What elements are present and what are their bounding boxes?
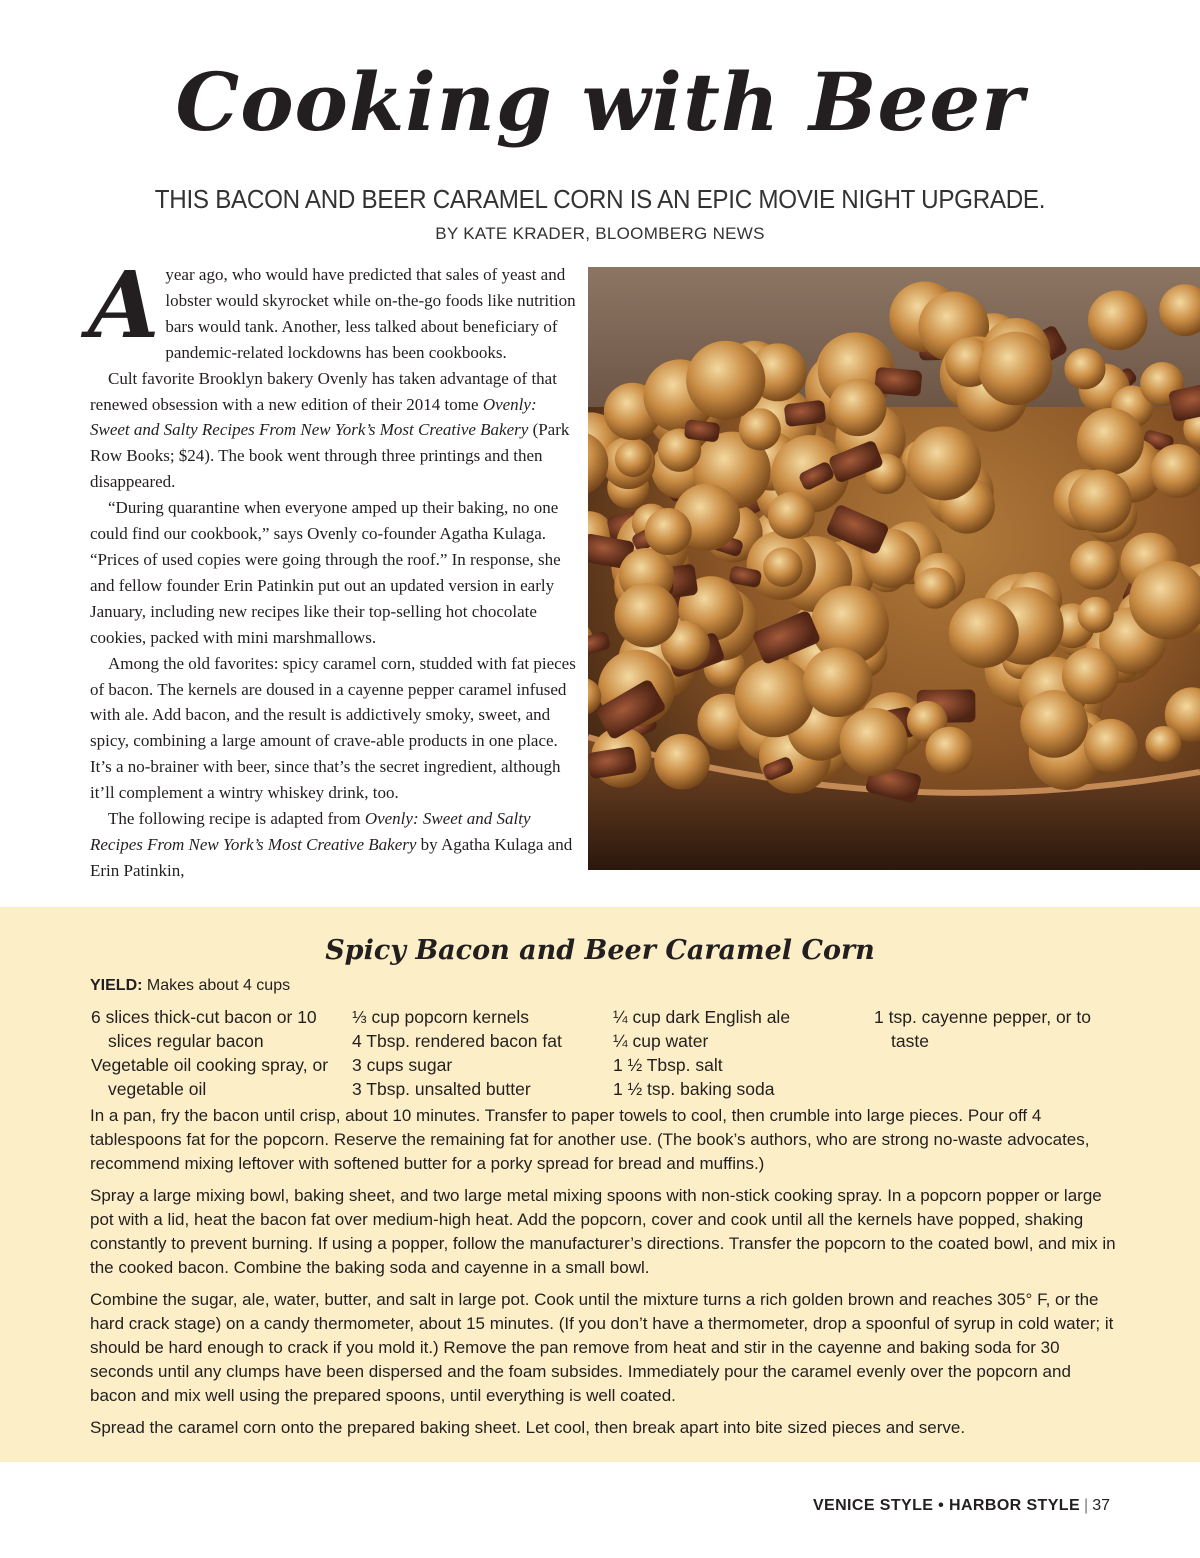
popcorn-kernel (840, 708, 908, 776)
ingredient-column (352, 1005, 602, 1101)
recipe-box (0, 907, 1200, 1462)
popcorn-kernel (829, 379, 887, 437)
popcorn-kernel (949, 598, 1019, 668)
popcorn-kernel (1151, 444, 1200, 498)
article-paragraph: The following recipe is adapted from Ovenly: Sweet and Salty Recipes From New York’s Most Creative Bakery by Agatha Kulaga and Erin Patinkin, (90, 809, 573, 880)
article-subtitle: THIS BACON AND BEER CARAMEL CORN IS AN EPIC MOVIE NIGHT UPGRADE. (154, 184, 1046, 214)
ingredient-item: 3 Tbsp. unsalted butter (352, 1079, 531, 1099)
page-number: 37 (1092, 1497, 1110, 1514)
ingredient-item: 1 tsp. cayenne pepper, or to taste (874, 1007, 1091, 1051)
ingredient-item: 3 cups sugar (352, 1055, 453, 1075)
ingredient-item: 6 slices thick-cut bacon or 10 slices regular bacon (91, 1007, 317, 1051)
ingredient-item: ¼ cup water (613, 1031, 709, 1051)
popcorn-kernel (1070, 541, 1119, 590)
byline: BY KATE KRADER, BLOOMBERG NEWS (435, 224, 765, 243)
ingredient-item: 4 Tbsp. rendered bacon fat (352, 1031, 562, 1051)
popcorn-kernel (914, 567, 955, 608)
recipe-title: Spicy Bacon and Beer Caramel Corn (325, 935, 875, 966)
popcorn-kernel (1145, 726, 1181, 762)
popcorn-kernel (1159, 284, 1200, 336)
page-title: Cooking with Beer (175, 55, 1025, 149)
footer-separator: | (1084, 1497, 1089, 1514)
recipe-yield: YIELD: Makes about 4 cups (90, 977, 291, 994)
ingredient-column (91, 1005, 341, 1101)
popcorn-kernel (739, 408, 781, 450)
drop-cap: A (88, 251, 160, 359)
popcorn-kernel (979, 332, 1053, 406)
book-title: Ovenly: Sweet and Salty Recipes From New York’s Most Creative Bakery (90, 809, 531, 854)
recipe-step: Spray a large mixing bowl, baking sheet, and two large metal mixing spoons with non-stick cooking spray. In a popcorn popper or large pot with a lid, heat the bacon fat over medium-high heat. Add the popcorn, cover and cook until all the kernels have popped, shaking constantly to prevent burning. If using a popper, follow the manufacturer’s directions. Transfer the popcorn to the coated bowl, and mix in the cooked bacon. Combine the baking soda and cayenne in a small bowl. (90, 1186, 1116, 1277)
book-title: Ovenly: Sweet and Salty Recipes From New York’s Most Creative Bakery (90, 394, 537, 440)
popcorn-kernel (735, 658, 814, 737)
popcorn-kernel (1077, 408, 1144, 475)
ingredient-item: 1 ½ Tbsp. salt (613, 1055, 723, 1075)
caramel-corn-photo (588, 267, 1200, 870)
popcorn-kernel (907, 426, 981, 500)
popcorn-kernel (1088, 291, 1148, 351)
article-paragraph: Ayear ago, who would have predicted that sales of yeast and lobster would skyrocket while on-the-go foods like nutrition bars would tank. Another, less talked about beneficiary of pandemic-related lockdowns has been cookbooks. (88, 251, 576, 362)
popcorn-kernel (925, 727, 973, 775)
recipe-step: Combine the sugar, ale, water, butter, and salt in large pot. Cook until the mixture turns a rich golden brown and reaches 305° F, or the hard crack stage) on a candy thermometer, about 15 minutes. (If you don’t have a thermometer, drop a spoonful of syrup in cold water; it should be hard enough to crack if you mold it.) Remove the pan remove from heat and stir in the cayenne and baking soda for 30 seconds until any clumps have been dispersed and the foam subsides. Immediately pour the caramel evenly over the popcorn and bacon and mix well using the prepared spoons, until everything is well coated. (90, 1290, 1114, 1405)
ingredient-item: 1 ½ tsp. baking soda (613, 1079, 775, 1099)
popcorn-kernel (645, 508, 692, 555)
popcorn-kernel (615, 441, 652, 478)
popcorn-kernel (654, 734, 710, 790)
page-footer (813, 1497, 1110, 1515)
ingredient-column (613, 1005, 863, 1101)
popcorn-kernel (803, 647, 873, 717)
popcorn-kernel (1068, 469, 1131, 532)
ingredient-item: ⅓ cup popcorn kernels (352, 1007, 530, 1027)
popcorn-kernel (1062, 648, 1119, 705)
recipe-steps (90, 1104, 1120, 1448)
popcorn-kernel (686, 341, 765, 420)
popcorn-kernel (1084, 719, 1138, 773)
popcorn-kernel (1064, 348, 1105, 389)
article-paragraph: Cult favorite Brooklyn bakery Ovenly has taken advantage of that renewed obsession with a new edition of their 2014 tome Ovenly: Sweet and Salty Recipes From New York’s Most Creative Bakery (Park Row Books; $24). The book went through three printings and then disappeared. (90, 368, 570, 492)
publication-name: VENICE STYLE • HARBOR STYLE (812, 1497, 1081, 1514)
ingredient-item: Vegetable oil cooking spray, or vegetable oil (91, 1055, 329, 1099)
article-body (88, 251, 580, 884)
recipe-step: Spread the caramel corn onto the prepared baking sheet. Let cool, then break apart into bite sized pieces and serve. (90, 1418, 966, 1437)
popcorn-kernel (768, 492, 815, 539)
article-paragraph: “During quarantine when everyone amped up their baking, no one could find our cookbook,” says Ovenly co-founder Agatha Kulaga. “Prices of used copies were going through the roof.” In response, she and fellow founder Erin Patinkin put out an updated version in early January, including new recipes like their top-selling hot chocolate cookies, packed with mini marshmallows. (90, 498, 561, 647)
popcorn-kernel (1078, 597, 1114, 633)
popcorn-kernel (614, 583, 678, 647)
ingredient-item: ¼ cup dark English ale (613, 1007, 791, 1027)
recipe-step: In a pan, fry the bacon until crisp, about 10 minutes. Transfer to paper towels to cool, then crumble into large pieces. Pour off 4 tablespoons fat for the popcorn. Reserve the remaining fat for another use. (The book’s authors, who are strong no-waste advocates, recommend mixing leftover with softened butter for a porky spread for bread and muffins.) (90, 1106, 1090, 1173)
popcorn-kernel (763, 547, 802, 586)
ingredient-column (874, 1005, 1104, 1053)
article-paragraph: Among the old favorites: spicy caramel corn, studded with fat pieces of bacon. The kernels are doused in a cayenne pepper caramel infused with ale. Add bacon, and the result is addictively smoky, sweet, and spicy, combining a large amount of crave-able products in one place. It’s a no-brainer with beer, since that’s the secret ingredient, although it’ll complement a wintry whiskey drink, too. (90, 653, 576, 803)
